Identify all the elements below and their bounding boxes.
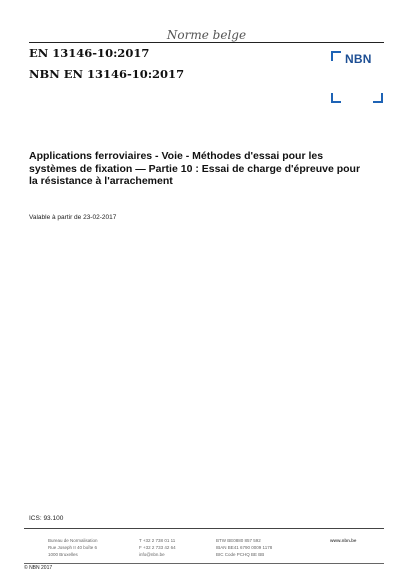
copyright-notice: © NBN 2017 [24, 565, 53, 571]
title-line: systèmes de fixation — Partie 10 : Essai de charge d'épreuve pour [29, 162, 361, 175]
nbn-logo [331, 51, 383, 103]
footer-contact: T +32 2 738 01 11 F +32 2 733 42 64 info@nbn.be [139, 538, 176, 557]
footer-banking: BTW BE0880 857 592 IBAN BE41 6790 0009 1178 BIC Code PCHQ BE BB [216, 538, 273, 557]
logo-corner-bottom-right [373, 93, 383, 103]
logo-corner-bottom-left [331, 93, 341, 103]
top-divider [29, 42, 384, 43]
footer-address: Bureau de Normalisation Rue Joseph II 40 boîte 6 1000 Bruxelles [48, 538, 98, 557]
logo-corner-top-left [331, 51, 341, 61]
validity-date: Valable à partir de 23-02-2017 [29, 214, 117, 221]
title-line: Applications ferroviaires - Voie - Méthodes d'essai pour les [29, 150, 324, 162]
document-type-banner: Norme belge [166, 28, 247, 42]
standard-number-nbn: NBN EN 13146-10:2017 [29, 67, 185, 81]
footer-divider [24, 528, 384, 529]
standard-number-en: EN 13146-10:2017 [29, 46, 150, 60]
logo-wordmark: NBN [345, 52, 372, 66]
footer-website: www.nbn.be [330, 538, 357, 543]
title-line: la résistance à l'arrachement [29, 175, 173, 187]
document-title [29, 150, 379, 188]
ics-code: ICS: 93.100 [29, 515, 64, 522]
bottom-divider [24, 563, 384, 564]
